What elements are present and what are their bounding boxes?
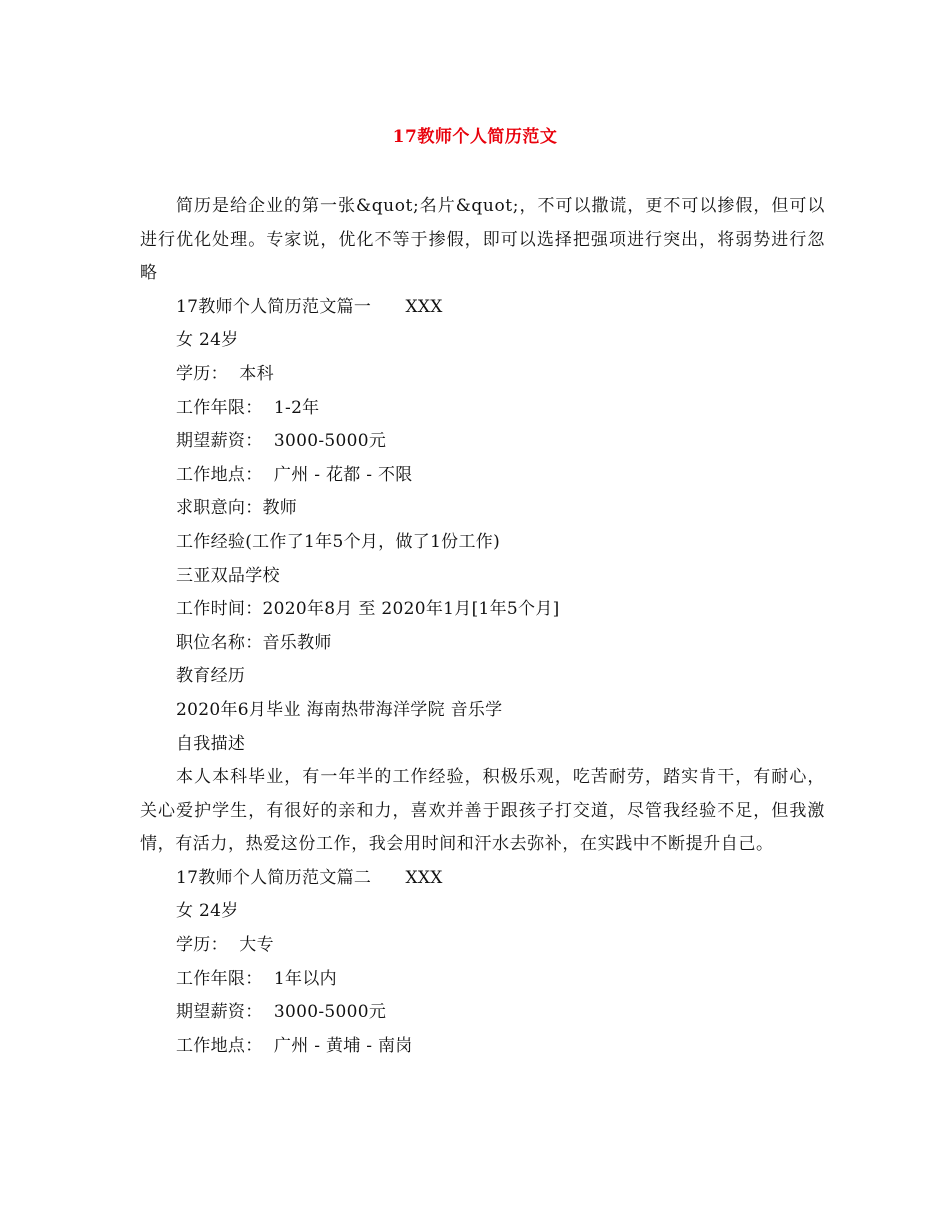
- section2-education: 学历： 大专: [176, 935, 274, 956]
- section1-self-heading: 自我描述: [176, 733, 246, 754]
- section1-gender-age: 女 24岁: [176, 330, 239, 351]
- section2-years: 工作年限： 1年以内: [176, 968, 337, 989]
- section1-location: 工作地点： 广州 - 花都 - 不限: [176, 464, 413, 485]
- section1-heading: 17教师个人简历范文篇一 XXX: [176, 296, 443, 317]
- section1-education-detail: 2020年6月毕业 海南热带海洋学院 音乐学: [176, 699, 503, 720]
- document-title: 17教师个人简历范文: [392, 127, 558, 147]
- section1-school: 三亚双品学校: [176, 565, 280, 586]
- document-body: [140, 190, 825, 1063]
- section2-heading: 17教师个人简历范文篇二 XXX: [176, 867, 443, 888]
- section1-work-time: 工作时间：2020年8月 至 2020年1月[1年5个月]: [176, 599, 560, 620]
- section2-salary: 期望薪资： 3000-5000元: [176, 1002, 387, 1023]
- section1-salary: 期望薪资： 3000-5000元: [176, 431, 387, 452]
- section1-position: 职位名称：音乐教师: [176, 632, 332, 653]
- section1-experience: 工作经验(工作了1年5个月，做了1份工作): [176, 531, 501, 552]
- section1-years: 工作年限： 1-2年: [176, 397, 320, 418]
- section1-self-description: 本人本科毕业，有一年半的工作经验，积极乐观，吃苦耐劳，踏实肯干，有耐心，关心爱护学生，有很好的亲和力，喜欢并善于跟孩子打交道，尽管我经验不足，但我激情，有活力，热爱这份工作，我会用时间和汗水去弥补，在实践中不断提升自己。: [140, 767, 825, 855]
- section2-gender-age: 女 24岁: [176, 901, 239, 922]
- section2-location: 工作地点： 广州 - 黄埔 - 南岗: [176, 1035, 413, 1056]
- section1-intent: 求职意向：教师: [176, 498, 298, 519]
- intro-paragraph: 简历是给企业的第一张&quot;名片&quot;，不可以撒谎，更不可以掺假，但可以进行优化处理。专家说，优化不等于掺假，即可以选择把强项进行突出，将弱势进行忽略: [140, 196, 825, 284]
- section1-education-heading: 教育经历: [176, 666, 246, 687]
- section1-education: 学历： 本科: [176, 363, 274, 384]
